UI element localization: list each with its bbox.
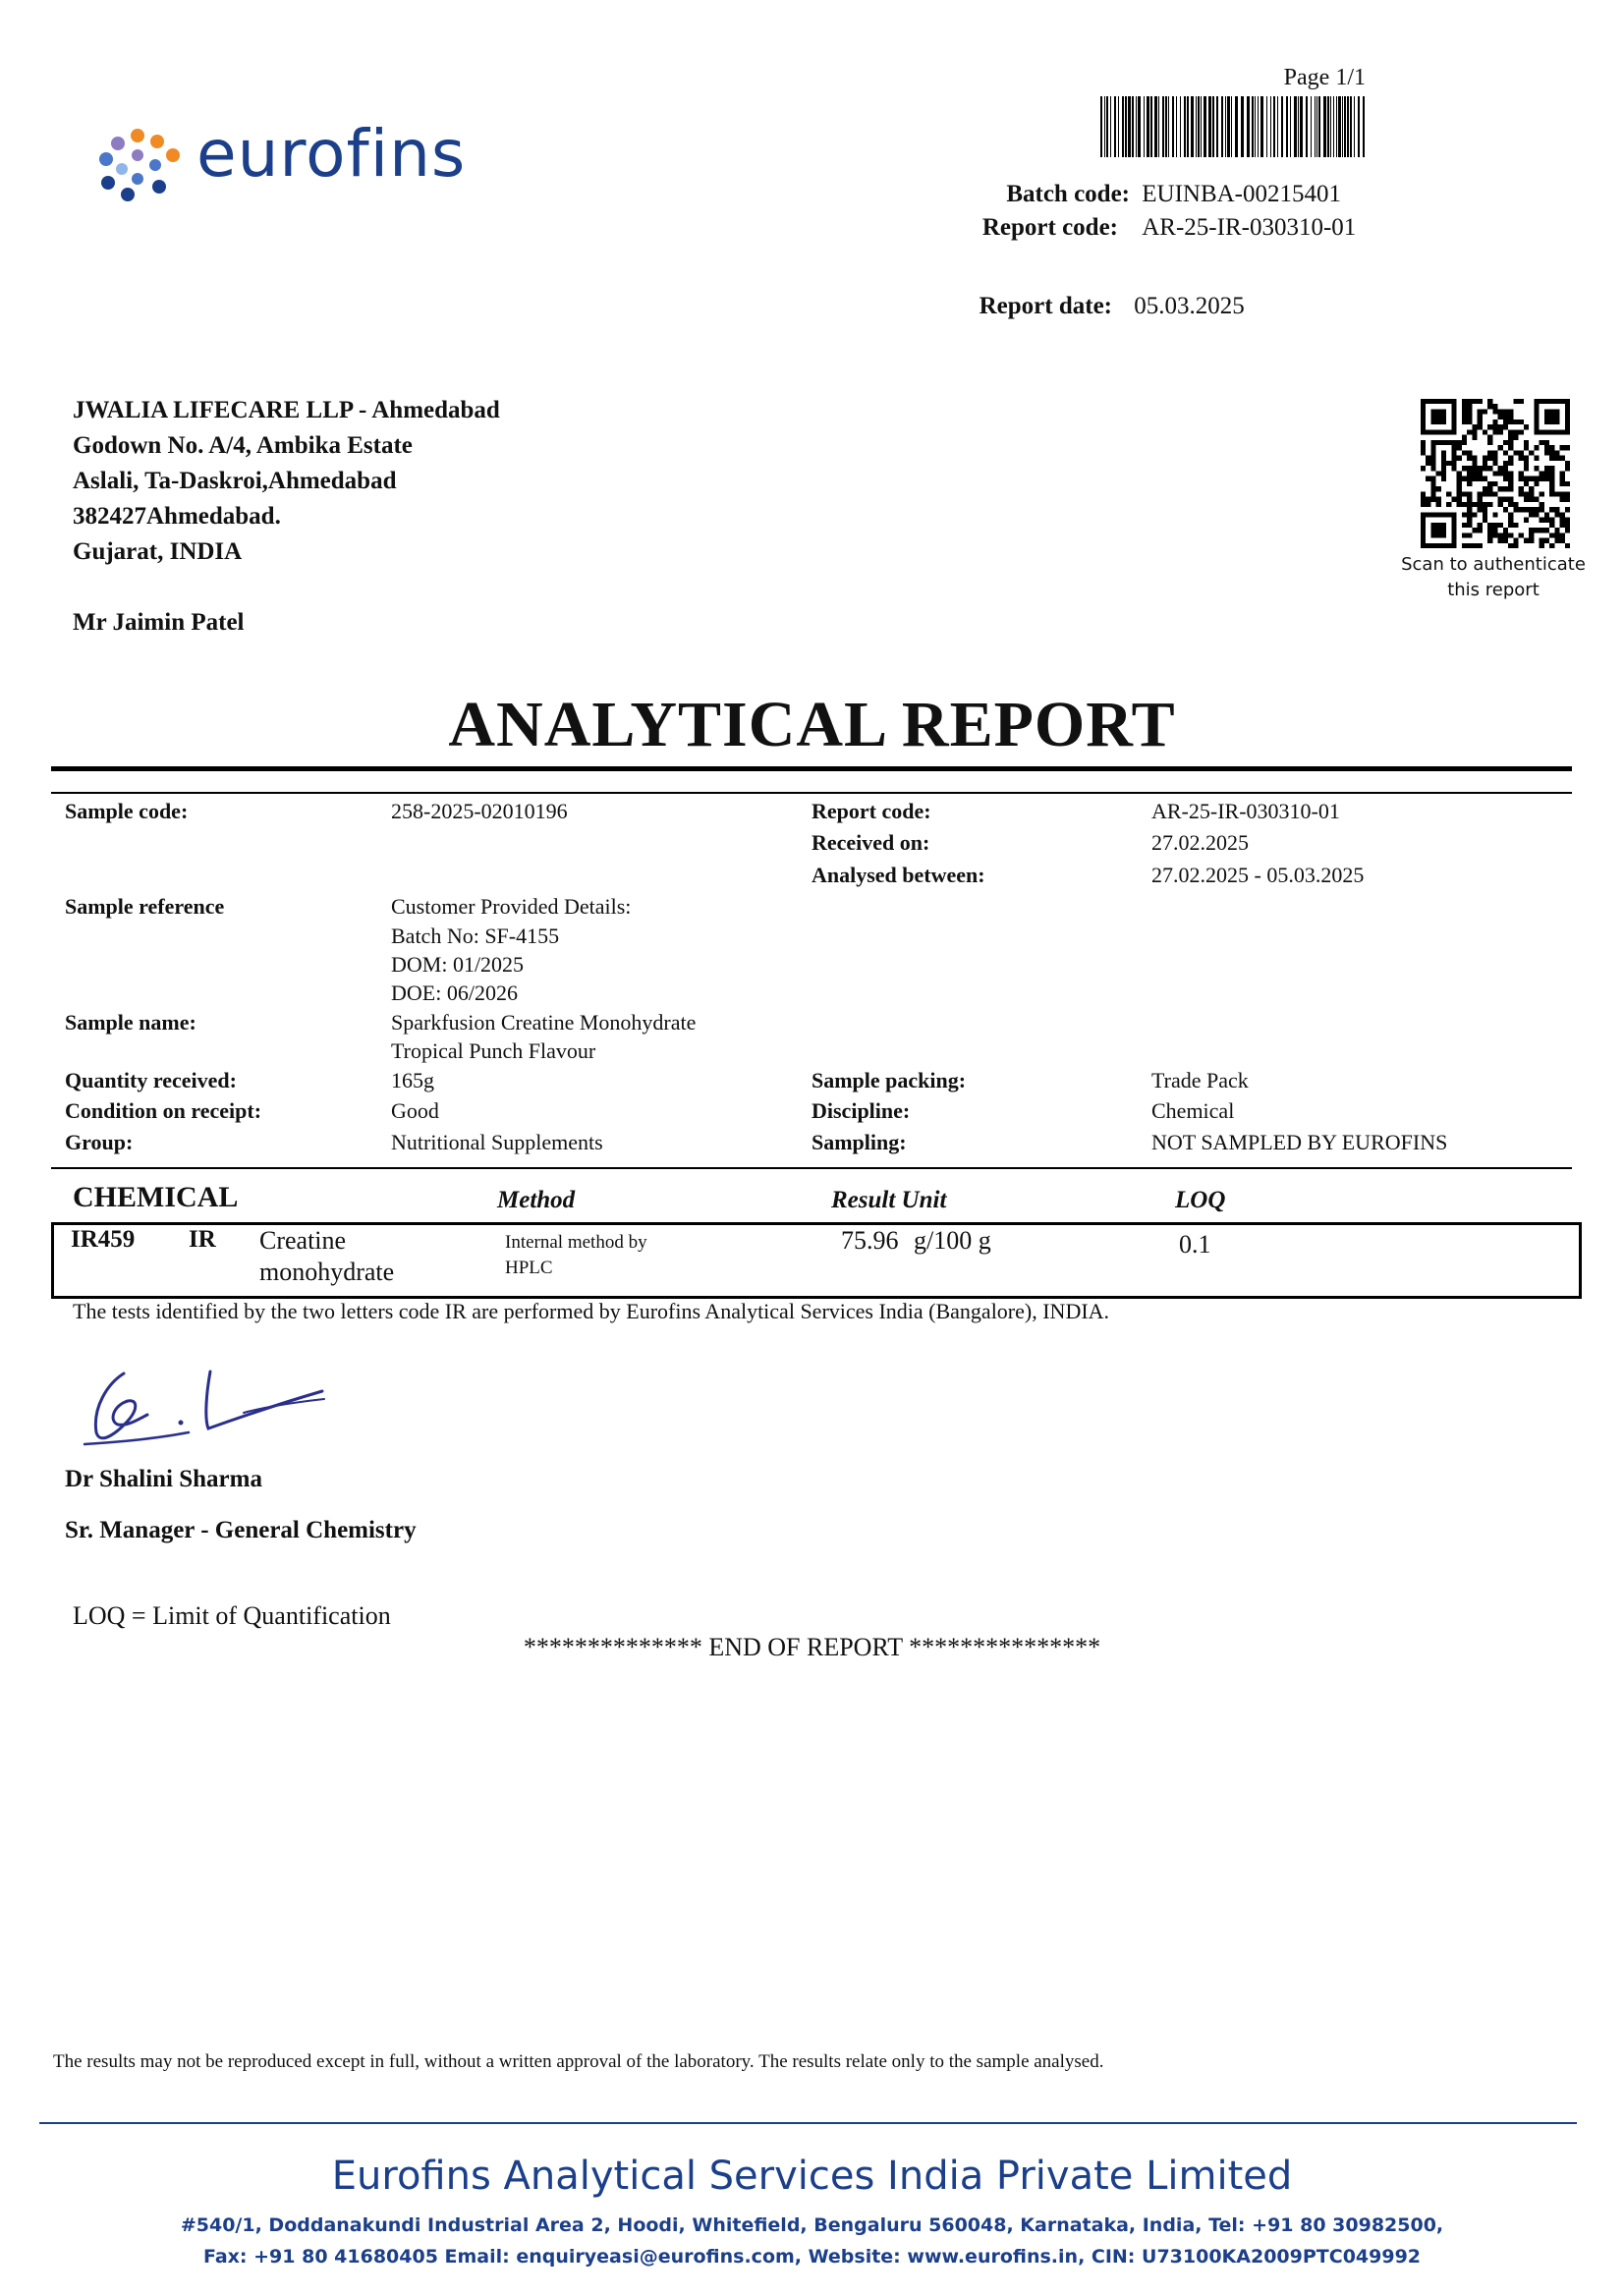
quantity-received-value: 165g — [391, 1068, 434, 1092]
loq-value: 0.1 — [1179, 1230, 1211, 1259]
sample-name-label: Sample name: — [65, 1010, 196, 1035]
result-unit-column-header: Result Unit — [831, 1187, 947, 1213]
analysed-between-label: Analysed between: — [812, 863, 985, 887]
method-column-header: Method — [497, 1187, 576, 1213]
analyte-line: monohydrate — [259, 1258, 395, 1286]
page-number: Page 1/1 — [1283, 65, 1366, 90]
sample-reference-line: DOM: 01/2025 — [391, 952, 525, 977]
footer-divider — [39, 2122, 1577, 2124]
test-code: IR459 — [71, 1226, 136, 1253]
analyte-line: Creatine — [259, 1226, 347, 1255]
address-line: JWALIA LIFECARE LLP - Ahmedabad — [73, 397, 500, 423]
report-code-value: AR-25-IR-030310-01 — [1142, 214, 1357, 241]
method-line: Internal method by — [505, 1232, 647, 1253]
end-of-report: ************** END OF REPORT *************** — [523, 1633, 1101, 1661]
quantity-received-label: Quantity received: — [65, 1068, 237, 1092]
report-date-label: Report date: — [979, 293, 1112, 319]
address-line: Godown No. A/4, Ambika Estate — [73, 432, 413, 459]
chemical-heading: CHEMICAL — [73, 1181, 239, 1213]
sample-code-value: 258-2025-02010196 — [391, 799, 568, 823]
info-bottom-divider — [51, 1167, 1572, 1169]
sample-reference-line: Batch No: SF-4155 — [391, 924, 560, 948]
received-on-label: Received on: — [812, 830, 930, 855]
qr-caption — [1375, 552, 1611, 603]
qr-caption-line: Scan to authenticate — [1401, 554, 1586, 575]
sample-packing-label: Sample packing: — [812, 1068, 967, 1092]
footer-company-name: Eurofins Analytical Services India Private Limited — [331, 2154, 1293, 2199]
qr-caption-line: this report — [1447, 580, 1540, 600]
report-code-row — [943, 214, 1356, 242]
report-title: ANALYTICAL REPORT — [448, 689, 1176, 760]
footer-contact-line: Fax: +91 80 41680405 Email: enquiryeasi@eurofins.com, Website: www.eurofins.in, CIN: U73100KA2009PTC049992 — [202, 2246, 1422, 2268]
sampling-label: Sampling: — [812, 1130, 907, 1154]
info-top-divider — [51, 792, 1572, 794]
lab-footnote: The tests identified by the two letters code IR are performed by Eurofins Analytical Services India (Bangalore), INDIA. — [73, 1299, 1110, 1323]
address-line: Gujarat, INDIA — [73, 538, 243, 565]
sample-reference-line: Customer Provided Details: — [391, 894, 632, 919]
sample-name-line: Tropical Punch Flavour — [391, 1038, 596, 1063]
info-report-code-value: AR-25-IR-030310-01 — [1151, 799, 1340, 823]
eurofins-wordmark: eurofins — [196, 116, 467, 192]
sample-name-line: Sparkfusion Creatine Monohydrate — [391, 1010, 697, 1035]
address-line: Aslali, Ta-Daskroi,Ahmedabad — [73, 468, 397, 494]
condition-label: Condition on receipt: — [65, 1098, 262, 1123]
signatory-name: Dr Shalini Sharma — [65, 1466, 262, 1492]
sample-reference-line: DOE: 06/2026 — [391, 980, 518, 1005]
analysed-between-value: 27.02.2025 - 05.03.2025 — [1151, 863, 1365, 887]
sample-packing-value: Trade Pack — [1151, 1068, 1249, 1092]
result-value: 75.96 — [841, 1226, 899, 1255]
condition-value: Good — [391, 1098, 439, 1123]
batch-code-label: Batch code: — [1006, 181, 1130, 207]
footer-address-line: #540/1, Doddanakundi Industrial Area 2, Hoodi, Whitefield, Bengaluru 560048, Karnataka, India, Tel: +91 80 30982500, — [180, 2214, 1444, 2236]
title-divider — [51, 766, 1572, 771]
qr-code-icon[interactable] — [1421, 399, 1570, 548]
sampling-value: NOT SAMPLED BY EUROFINS — [1151, 1130, 1448, 1154]
sample-reference-label: Sample reference — [65, 894, 225, 919]
group-value: Nutritional Supplements — [391, 1130, 603, 1154]
group-label: Group: — [65, 1130, 134, 1154]
discipline-label: Discipline: — [812, 1098, 911, 1123]
signature-image — [79, 1364, 334, 1462]
signatory-title: Sr. Manager - General Chemistry — [65, 1517, 417, 1543]
info-report-code-label: Report code: — [812, 799, 931, 823]
method-line: HPLC — [505, 1258, 553, 1278]
discipline-value: Chemical — [1151, 1098, 1235, 1123]
address-line: 382427Ahmedabad. — [73, 503, 281, 530]
report-date-row — [943, 293, 1245, 320]
loq-note: LOQ = Limit of Quantification — [73, 1601, 391, 1630]
report-code-label: Report code: — [981, 214, 1118, 241]
contact-name: Mr Jaimin Patel — [73, 609, 245, 636]
result-unit: g/100 g — [914, 1226, 991, 1255]
loq-column-header: LOQ — [1175, 1187, 1226, 1213]
batch-code-row — [943, 181, 1341, 208]
batch-code-value: EUINBA-00215401 — [1142, 181, 1342, 207]
eurofins-logo-icon — [98, 128, 181, 202]
sample-code-label: Sample code: — [65, 799, 189, 823]
received-on-value: 27.02.2025 — [1151, 830, 1249, 855]
disclaimer: The results may not be reproduced except in full, without a written approval of the laboratory. The results relate only to the sample analysed. — [53, 2051, 1104, 2072]
report-date-value: 05.03.2025 — [1134, 293, 1245, 319]
lab-code: IR — [189, 1226, 216, 1253]
barcode-image — [1100, 96, 1366, 157]
